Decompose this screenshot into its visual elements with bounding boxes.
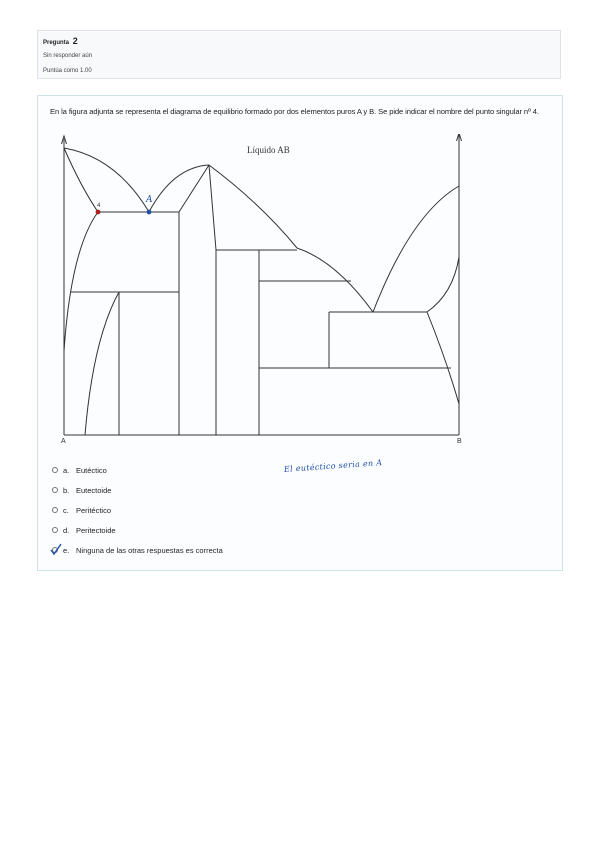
liquidus-a-left [64,148,149,212]
question-number [43,36,78,46]
option-a-letter: a. [63,465,70,475]
option-a-text: Eutéctico [76,465,107,475]
point-4 [96,210,101,215]
compound-right [209,165,216,250]
phase-lines [62,134,462,435]
option-c-text: Peritéctico [76,505,112,515]
liquidus-to-eutectic [297,248,373,312]
option-d[interactable] [52,524,312,536]
option-c[interactable] [52,504,312,516]
liquidus-mid [209,165,297,248]
phase-diagram [58,134,468,444]
question-grade: Puntúa como 1.00 [43,68,92,74]
solvus-a [64,212,98,351]
radio-d[interactable] [52,527,58,533]
question-number-value: 2 [72,36,78,46]
option-b-letter: b. [63,485,70,495]
point-a-mark [147,210,152,215]
question-label: Pregunta [43,40,70,46]
radio-b[interactable] [52,487,58,493]
solidus-b [427,257,459,312]
option-e-letter: e. [63,545,70,555]
handwritten-a-label: A [146,195,153,205]
axis-a-label: A [61,438,66,444]
option-a[interactable] [52,464,312,476]
handwritten-check-icon [50,543,62,555]
option-e-text: Ninguna de las otras respuestas es correcta [76,545,223,555]
solvus-a-low [85,292,119,435]
solvus-b [427,312,459,404]
option-c-letter: c. [63,505,69,515]
option-d-text: Peritectoide [76,525,116,535]
compound-left-solidus [179,165,209,212]
liquid-region-label: Líquido AB [247,145,290,155]
option-e[interactable] [52,544,312,556]
handwritten-note: El eutéctico seria en A [283,458,383,474]
option-d-letter: d. [63,525,70,535]
question-info-panel [37,30,561,79]
option-b-text: Eutectoide [76,485,112,495]
liquidus-a-right [149,165,209,212]
question-status: Sin responder aún [43,53,93,59]
point-4-label: 4 [97,203,101,209]
radio-a[interactable] [52,467,58,473]
option-b[interactable] [52,484,312,496]
question-content [37,95,563,571]
axis-b-label: B [457,438,462,444]
question-text: En la figura adjunta se representa el diagrama de equilibrio formado por dos elementos puros A y B. Se pide indicar el nombre del punto singular nº 4. [50,107,539,116]
radio-c[interactable] [52,507,58,513]
